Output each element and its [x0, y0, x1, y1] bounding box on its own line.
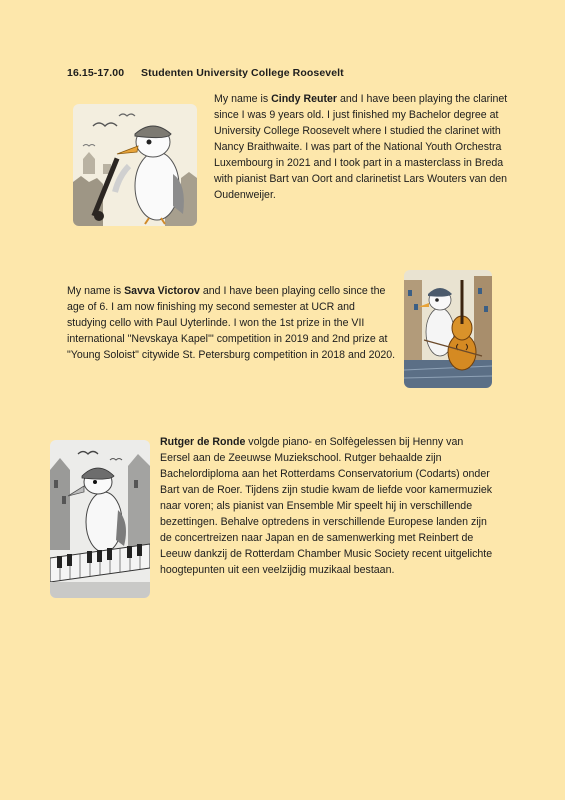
session-time: 16.15-17.00: [67, 67, 125, 79]
seagull-clarinet-illustration: [73, 104, 197, 226]
performer-name: Cindy Reuter: [271, 93, 338, 105]
session-title: Studenten University College Roosevelt: [141, 67, 344, 79]
performer-name: Savva Victorov: [124, 285, 200, 297]
performer-name: Rutger de Ronde: [160, 436, 246, 448]
bio-cindy-reuter: My name is Cindy Reuter and I have been playing the clarinet since I was 9 years old. I just finished my Bachelor degree at University College Roosevelt where I studied the clarinet with Nancy Braithwaite. I was part of the National Youth Orchestra Luxembourg in 2021 and I took part in a masterclass in Breda with pianist Bart van Oort and clarinetist Lars Wouters van den Oudenweijer.: [214, 93, 508, 201]
seagull-piano-illustration: [50, 440, 150, 598]
bio-savva-victorov: My name is Savva Victorov and I have been playing cello since the age of 6. I am now finishing my second semester at UCR and studying cello with Paul Uyterlinde. I won the 1st prize in the VII international "Nevskaya Kapel'" competition in 2019 and 2nd prize at "Young Soloist" citywide St. Petersburg competition in 2018 and 2020.: [67, 285, 396, 361]
seagull-cello-illustration: [404, 270, 492, 388]
bio-rutger-de-ronde: Rutger de Ronde volgde piano- en Solfègelessen bij Henny van Eersel aan de Zeeuwse Muziekschool. Rutger behaalde zijn Bachelordiploma aan het Rotterdams Conservatorium (Codarts) onder Bart van de Roer. Tijdens zijn studie kwam de liefde voor kamermuziek naar voren; als pianist van Ensemble Mir speelt hij in verschillende bezettingen. Behalve optredens in verschillende Europese landen zijn de concertreizen naar Japan en de samenwerking met Reinbert de Leeuw dankzij de Rotterdam Chamber Music Society recent uitgelichte hoogtepunten uit een veelzijdig muzikaal bestaan.: [160, 436, 493, 576]
session-header: [67, 67, 344, 79]
